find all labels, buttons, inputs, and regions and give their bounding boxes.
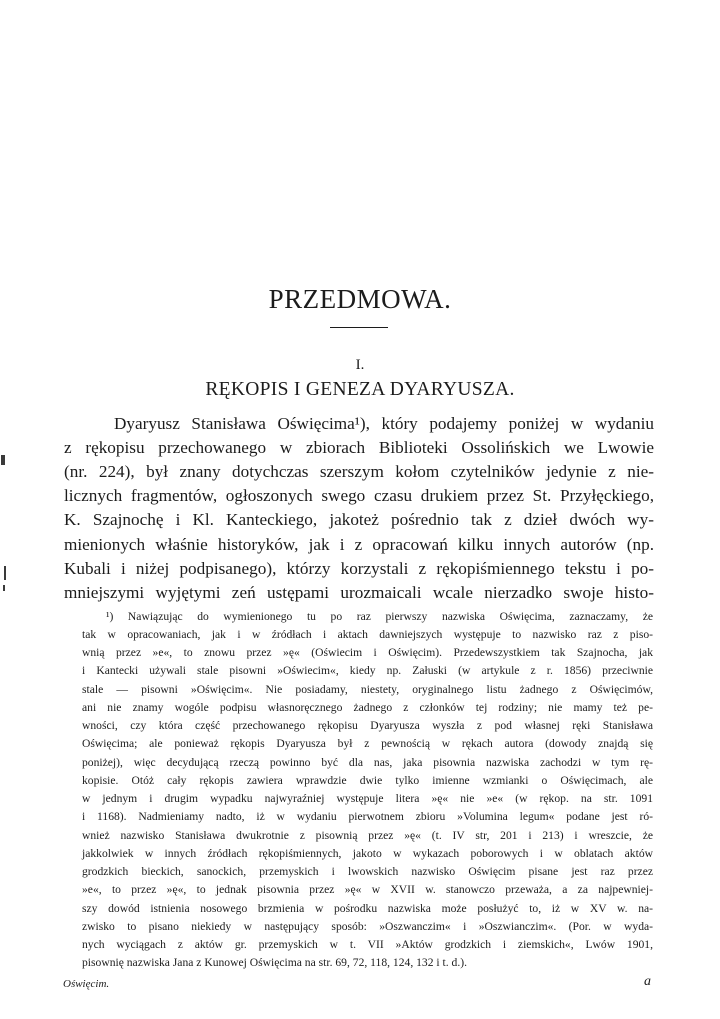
footnote-line: nych wyciągach z aktów gr. przemyskich w t. VII »Aktów grodzkich i ziemskich«, Lwów 1901,: [82, 938, 653, 951]
section-title: RĘKOPIS I GENEZA DYARYUSZA.: [205, 379, 515, 400]
body-line: Kubali i niżej podpisanego), którzy korzystali z rękopiśmiennego tekstu i po-: [64, 559, 654, 578]
footnote-line: i 1168). Nadmieniamy nadto, iż w wydaniu pierwotnem zbioru »Volumina legum« podane jest ró-: [82, 810, 653, 823]
title-divider: [330, 327, 388, 328]
footnote-line: stale — pisowni »Oświęcim«. Nie posiadamy, niestety, oryginalnego listu żadnego z Oświęcimów,: [82, 683, 653, 696]
body-line: licznych fragmentów, ogłoszonych swego czasu drukiem przez St. Przyłęckiego,: [64, 486, 654, 505]
footnote-line: tak w opracowaniach, jak i w źródłach i aktach dawniejszych występuje to nazwisko raz z piso-: [82, 628, 653, 641]
section-number: I.: [355, 357, 365, 373]
footnote-line: wnią przez »e«, to znowu przez »ę« (Oświecim i Oświęcim). Przedewszystkiem tak Szajnocha, jak: [82, 646, 653, 659]
footnote-line: i Kantecki używali stale pisowni »Oświecim«, kiedy np. Załuski (w artykule z r. 1856) przeciwnie: [82, 664, 653, 677]
body-line: (nr. 224), był znany dotychczas szerszym kołom czytelników jedynie z nie-: [64, 462, 654, 481]
footnote-line: Oświęcima; ale ponieważ rękopis Dyaryusza był z pewnością w rękach autora (dowody znajdą się: [82, 737, 653, 750]
body-line: mniejszymi wyjętymi zeń ustępami urozmaicali wcale nierzadko swoje histo-: [64, 583, 654, 602]
scan-margin-mark: [1, 455, 5, 465]
footnote-line: szy dowód istnienia nosowego brzmienia w pośrodku nazwiska może posłużyć to, iż w XV w. na-: [82, 902, 653, 915]
body-line: z rękopisu przechowanego w zbiorach Biblioteki Ossolińskich we Lwowie: [64, 438, 654, 457]
page-title: PRZEDMOWA.: [268, 284, 452, 314]
footnote-line: w jednym i drugim wypadku najwyraźniej występuje litera »ę« nie »e« (w rękop. na str. 1091: [82, 792, 653, 805]
footnote-line: grodzkich bieckich, sanockich, przemyskich i lwowskich nazwisko Oświęcim pisane jest raz przez: [82, 865, 653, 878]
footnote-line: ani nie znamy wogóle podpisu własnoręcznego żadnego z członków tej rodziny; nie mamy też pe-: [82, 701, 653, 714]
footnote-line: poniżej), więc decydującą rzeczą powinno być dla nas, jaka pisownia nazwiska zachodzi w tym rę-: [82, 756, 653, 769]
footnote-line: zwisko to pisano niekiedy w następujący sposób: »Oszwanczim« i »Oszwianczim«. (Por. w wyda-: [82, 920, 653, 933]
scan-margin-mark: [4, 566, 6, 580]
footnote-line: wności, czy która część przechowanego rękopisu Dyaryusza wyszła z pod własnej ręki Stanisława: [82, 719, 653, 732]
footnote-line: ¹) Nawiązując do wymienionego tu po raz pierwszy nazwiska Oświęcima, zaznaczamy, że: [106, 610, 653, 623]
footnote-line: wnież nazwisko Stanisława dwukrotnie z pisownią przez »ę« (t. IV str, 201 i 213) i wreszcie, że: [82, 829, 653, 842]
body-line: Dyaryusz Stanisława Oświęcima¹), który podajemy poniżej w wydaniu: [114, 414, 654, 433]
body-line: K. Szajnochę i Kl. Kanteckiego, jakoteż pośrednio tak z dzieł dwóch wy-: [64, 510, 654, 529]
body-line: mienionych właśnie historyków, jak i z opracowań kilku innych autorów (np.: [64, 535, 654, 554]
scan-margin-mark: [3, 585, 5, 591]
footnote-line: »e«, to przez »ę«, to jednak pisownia przez »ę« w XVII w. stanowczo przeważa, a za najpewniej-: [82, 883, 653, 896]
signature-mark: Oświęcim.: [63, 978, 110, 990]
footnote-line: jakkolwiek w innych źródłach rękopiśmiennych, jakoto w wykazach poborowych i w oblatach aktów: [82, 847, 653, 860]
footnote-line: pisownię nazwiska Jana z Kunowej Oświęcima na str. 69, 72, 118, 124, 132 i t. d.).: [82, 956, 467, 969]
sheet-mark: a: [644, 974, 651, 989]
footnote-line: kopisie. Otóż cały rękopis zawiera wprawdzie dwie tylko imienne wzmianki o Oświęcimach, ale: [82, 774, 653, 787]
